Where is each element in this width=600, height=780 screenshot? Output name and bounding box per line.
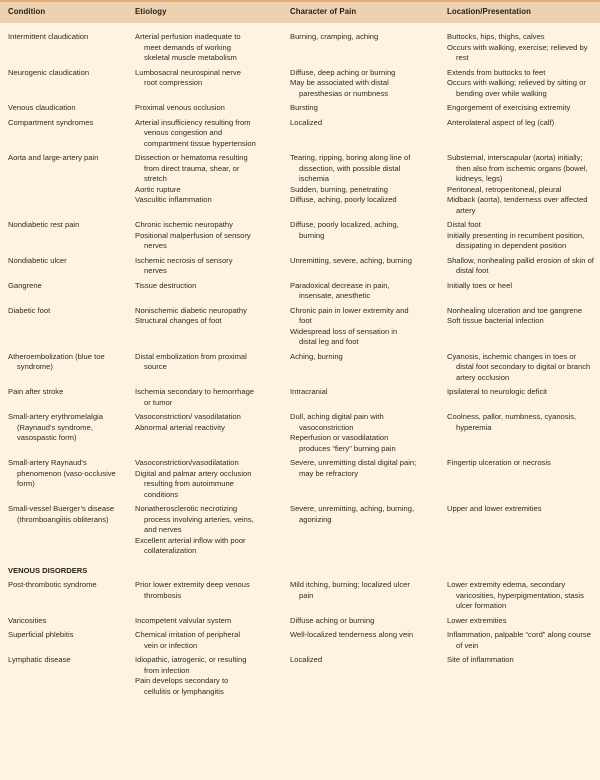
cell-text: Positional malperfusion of sensory nerves bbox=[135, 230, 251, 250]
table-row-pain-after-stroke bbox=[0, 383, 600, 408]
cell-text: Mild itching, burning; localized ulcer pain bbox=[290, 580, 410, 600]
column-header-etiology: Etiology bbox=[135, 7, 167, 16]
cell-text: Soft tissue bacterial infection bbox=[447, 316, 544, 325]
cell-text: Idiopathic, iatrogenic, or resulting from infection bbox=[135, 655, 247, 675]
cell-text: Diffuse, deep aching or burning bbox=[290, 67, 396, 77]
cell-text: Distal embolization from proximal source bbox=[135, 351, 247, 371]
cell-text: Unremitting, severe, aching, burning bbox=[290, 255, 412, 265]
table-row-lymphatic-disease bbox=[0, 651, 600, 697]
cell-text: Lower extremity edema, secondary varicosities, hyperpigmentation, stasis ulcer formation bbox=[447, 580, 584, 610]
table-cell bbox=[0, 256, 127, 277]
table-cell bbox=[127, 256, 282, 277]
column-header-character-of-pain: Character of Pain bbox=[290, 7, 357, 16]
table-cell bbox=[439, 220, 600, 252]
cell-text: Arterial perfusion inadequate to meet demands of working skeletal muscle metabolism bbox=[135, 32, 241, 62]
table-cell bbox=[127, 616, 282, 627]
table-cell bbox=[282, 256, 439, 277]
cell-text: Ischemia secondary to hemorrhage or tumor bbox=[135, 387, 255, 407]
cell-text: Compartment syndromes bbox=[8, 117, 94, 127]
cell-text: Sudden, burning, penetrating bbox=[290, 184, 388, 194]
table-cell bbox=[439, 655, 600, 697]
table-cell bbox=[127, 630, 282, 651]
cell-text: Aortic rupture bbox=[135, 184, 181, 194]
cell-text: Severe, unremitting distal digital pain; may be refractory bbox=[290, 458, 417, 478]
table-cell bbox=[282, 458, 439, 500]
table-cell bbox=[127, 580, 282, 612]
table-cell bbox=[282, 655, 439, 697]
cell-text: Diabetic foot bbox=[8, 305, 51, 315]
cell-text: Anterolateral aspect of leg (calf) bbox=[447, 117, 555, 127]
cell-text: Venous claudication bbox=[8, 103, 76, 112]
cell-text: Dull, aching digital pain with vasoconstriction bbox=[290, 412, 384, 432]
table-cell bbox=[439, 504, 600, 557]
cell-text: Superficial phlebitis bbox=[8, 630, 74, 639]
cell-text: Cyanosis, ischemic changes in toes or distal foot secondary to digital or branch artery occlusion bbox=[447, 351, 591, 382]
table-cell bbox=[127, 118, 282, 150]
cell-text: Arterial insufficiency resulting from venous congestion and compartment tissue hypertension bbox=[135, 117, 256, 148]
cell-text: Pain develops secondary to cellulitis or lymphangitis bbox=[135, 676, 229, 696]
table-row-varicosities bbox=[0, 612, 600, 627]
table-cell bbox=[127, 504, 282, 557]
table-row-aorta-and-large-artery-pain bbox=[0, 149, 600, 216]
column-header-location-presentation: Location/Presentation bbox=[447, 7, 531, 16]
table-cell bbox=[282, 153, 439, 216]
table-cell bbox=[439, 68, 600, 100]
cell-text: Lymphatic disease bbox=[8, 655, 71, 664]
cell-text: Nonischemic diabetic neuropathy bbox=[135, 305, 247, 315]
table-cell bbox=[439, 630, 600, 651]
cell-text: Abnormal arterial reactivity bbox=[135, 422, 225, 432]
table-cell bbox=[127, 68, 282, 100]
table-cell bbox=[282, 352, 439, 384]
table-cell bbox=[0, 118, 127, 150]
cell-text: Coolness, pallor, numbness, cyanosis, hyperemia bbox=[447, 412, 577, 432]
table-cell bbox=[127, 458, 282, 500]
cell-text: Tearing, ripping, boring along line of dissection, with possible distal ischemia bbox=[290, 153, 411, 183]
table-cell bbox=[439, 387, 600, 408]
table-cell bbox=[0, 387, 127, 408]
table-cell bbox=[127, 387, 282, 408]
cell-text: Initially toes or heel bbox=[447, 280, 513, 290]
cell-text: Atheroembolization (blue toe syndrome) bbox=[8, 351, 105, 371]
cell-text: Site of inflammation bbox=[447, 655, 514, 664]
cell-text: Distal foot bbox=[447, 220, 481, 229]
table-body bbox=[0, 23, 600, 697]
table-cell bbox=[0, 153, 127, 216]
table-cell bbox=[0, 281, 127, 302]
table-cell bbox=[282, 68, 439, 100]
cell-text: Dissection or hematoma resulting from direct trauma, shear, or stretch bbox=[135, 153, 248, 183]
table-cell bbox=[439, 412, 600, 454]
table-row-diabetic-foot bbox=[0, 302, 600, 348]
cell-text: Vasculitic inflammation bbox=[135, 195, 212, 204]
table-cell bbox=[439, 281, 600, 302]
cell-text: Aorta and large-artery pain bbox=[8, 153, 99, 162]
table-cell bbox=[0, 630, 127, 651]
table-cell bbox=[0, 616, 127, 627]
table-cell bbox=[282, 504, 439, 557]
table-row-nondiabetic-rest-pain bbox=[0, 216, 600, 252]
table-cell bbox=[127, 655, 282, 697]
cell-text: Diffuse, poorly localized, aching, burning bbox=[290, 220, 399, 240]
cell-text: Ischemic necrosis of sensory nerves bbox=[135, 255, 233, 275]
table-cell bbox=[282, 32, 439, 64]
table-cell bbox=[0, 655, 127, 697]
cell-text: Nonatherosclerotic necrotizing process involving arteries, veins, and nerves bbox=[135, 504, 254, 534]
cell-text: Localized bbox=[290, 655, 323, 664]
cell-text: Small-artery Raynaud’s phenomenon (vaso-occlusive form) bbox=[8, 458, 116, 488]
table-cell bbox=[282, 103, 439, 114]
cell-text: Midback (aorta), tenderness over affected artery bbox=[447, 195, 588, 215]
column-header-condition: Condition bbox=[8, 7, 46, 16]
cell-text: Intracranial bbox=[290, 387, 328, 396]
table-cell bbox=[439, 458, 600, 500]
table-row-post-thrombotic-syndrome bbox=[0, 576, 600, 612]
cell-text: Aching, burning bbox=[290, 351, 343, 361]
cell-text: Neurogenic claudication bbox=[8, 67, 90, 77]
table-cell bbox=[0, 68, 127, 100]
cell-text: Nondiabetic rest pain bbox=[8, 220, 80, 229]
table-cell bbox=[127, 352, 282, 384]
cell-text: Shallow, nonhealing pallid erosion of skin of distal foot bbox=[447, 255, 594, 275]
cell-text: Pain after stroke bbox=[8, 387, 64, 396]
table-cell bbox=[0, 32, 127, 64]
table-cell bbox=[0, 580, 127, 612]
cell-text: Substernal, interscapular (aorta) initially; then also from ischemic organs (bowel, kidneys, legs) bbox=[447, 153, 588, 183]
cell-text: Occurs with walking; relieved by sitting or bending over while walking bbox=[447, 78, 586, 98]
cell-text: Peritoneal, retroperitoneal, pleural bbox=[447, 184, 562, 194]
table-cell bbox=[0, 352, 127, 384]
table-cell bbox=[0, 504, 127, 557]
table-row-small-vessel-buerger-s-disease-thromboan bbox=[0, 500, 600, 557]
cell-text: Ipsilateral to neurologic deficit bbox=[447, 387, 548, 396]
cell-text: Incompetent valvular system bbox=[135, 615, 232, 625]
table-row-gangrene bbox=[0, 277, 600, 302]
cell-text: Vasoconstriction/vasodilatation bbox=[135, 458, 239, 467]
cell-text: Nonhealing ulceration and toe gangrene bbox=[447, 305, 583, 315]
table-cell bbox=[282, 220, 439, 252]
table-row-small-artery-erythromelalgia-raynaud-s-s bbox=[0, 408, 600, 454]
cell-text: Fingertip ulceration or necrosis bbox=[447, 458, 551, 467]
section-header-venous-disorders: VENOUS DISORDERS bbox=[8, 565, 88, 575]
table-row-atheroembolization-blue-toe-syndrome bbox=[0, 348, 600, 384]
cell-text: Inflammation, palpable “cord” along course of vein bbox=[447, 630, 591, 650]
table-cell bbox=[127, 412, 282, 454]
cell-text: Prior lower extremity deep venous thrombosis bbox=[135, 580, 250, 600]
cell-text: Buttocks, hips, thighs, calves bbox=[447, 32, 545, 41]
table-cell bbox=[439, 580, 600, 612]
table-cell bbox=[127, 153, 282, 216]
cell-text: Post-thrombotic syndrome bbox=[8, 580, 97, 589]
table-row-venous-claudication bbox=[0, 99, 600, 114]
table-cell bbox=[282, 387, 439, 408]
cell-text: Reperfusion or vasodilatation produces “fiery” burning pain bbox=[290, 433, 396, 453]
cell-text: Structural changes of foot bbox=[135, 316, 222, 325]
cell-text: Small-artery erythromelalgia (Raynaud’s syndrome, vasospastic form) bbox=[8, 412, 103, 442]
table-cell bbox=[0, 103, 127, 114]
table-cell bbox=[282, 281, 439, 302]
cell-text: Localized bbox=[290, 117, 323, 127]
table-row-superficial-phlebitis bbox=[0, 626, 600, 651]
cell-text: Burning, cramping, aching bbox=[290, 32, 379, 41]
table-cell bbox=[439, 103, 600, 114]
table-cell bbox=[439, 306, 600, 348]
table-cell bbox=[439, 616, 600, 627]
cell-text: Varicosities bbox=[8, 615, 47, 625]
table-cell bbox=[127, 103, 282, 114]
cell-text: Chronic ischemic neuropathy bbox=[135, 220, 233, 229]
table-cell bbox=[282, 580, 439, 612]
cell-text: Lumbosacral neurospinal nerve root compression bbox=[135, 67, 241, 87]
cell-text: Well-localized tenderness along vein bbox=[290, 630, 414, 639]
cell-text: Engorgement of exercising extremity bbox=[447, 103, 571, 112]
table-cell bbox=[0, 458, 127, 500]
cell-text: Diffuse, aching, poorly localized bbox=[290, 195, 397, 204]
cell-text: Chronic pain in lower extremity and foot bbox=[290, 305, 409, 325]
cell-text: Tissue destruction bbox=[135, 280, 197, 290]
cell-text: Digital and palmar artery occlusion resulting from autoimmune conditions bbox=[135, 468, 252, 499]
table-cell bbox=[439, 153, 600, 216]
table-cell bbox=[127, 306, 282, 348]
table-cell bbox=[282, 118, 439, 150]
table-row-intermittent-claudication bbox=[0, 28, 600, 64]
cell-text: Paradoxical decrease in pain, insensate, anesthetic bbox=[290, 280, 390, 300]
table-cell bbox=[127, 281, 282, 302]
cell-text: Extends from buttocks to feet bbox=[447, 67, 546, 77]
cell-text: Bursting bbox=[290, 103, 318, 112]
cell-text: Vasoconstriction/ vasodilatation bbox=[135, 412, 241, 421]
table-cell bbox=[127, 32, 282, 64]
cell-text: Severe, unremitting, aching, burning, agonizing bbox=[290, 504, 415, 524]
table-cell bbox=[439, 32, 600, 64]
cell-text: Excellent arterial inflow with poor collateralization bbox=[135, 535, 246, 555]
table-cell bbox=[282, 412, 439, 454]
cell-text: Initially presenting in recumbent position, dissipating in dependent position bbox=[447, 230, 585, 250]
table-cell bbox=[439, 118, 600, 150]
table-row-neurogenic-claudication bbox=[0, 64, 600, 100]
table-cell bbox=[282, 630, 439, 651]
table-cell bbox=[282, 616, 439, 627]
cell-text: Chemical irritation of peripheral vein or infection bbox=[135, 630, 241, 650]
cell-text: Lower extremities bbox=[447, 615, 507, 625]
table-cell bbox=[439, 352, 600, 384]
cell-text: Intermittent claudication bbox=[8, 32, 89, 41]
cell-text: Widespread loss of sensation in distal leg and foot bbox=[290, 326, 398, 346]
table-row-compartment-syndromes bbox=[0, 114, 600, 150]
table-row-nondiabetic-ulcer bbox=[0, 252, 600, 277]
table-cell bbox=[127, 220, 282, 252]
cell-text: Occurs with walking, exercise; relieved by rest bbox=[447, 42, 588, 62]
cell-text: Small-vessel Buerger’s disease (thromboangiitis obliterans) bbox=[8, 504, 115, 524]
cell-text: Upper and lower extremities bbox=[447, 504, 542, 513]
cell-text: Nondiabetic ulcer bbox=[8, 255, 67, 265]
table-cell bbox=[0, 412, 127, 454]
table-header-row bbox=[0, 2, 600, 23]
cell-text: Gangrene bbox=[8, 280, 42, 290]
cell-text: May be associated with distal paresthesias or numbness bbox=[290, 78, 389, 98]
table-cell bbox=[0, 306, 127, 348]
table-cell bbox=[0, 220, 127, 252]
table-row-small-artery-raynaud-s-phenomenon-vaso-o bbox=[0, 454, 600, 500]
cell-text: Proximal venous occlusion bbox=[135, 103, 225, 112]
table-cell bbox=[282, 306, 439, 348]
cell-text: Diffuse aching or burning bbox=[290, 615, 375, 625]
table-cell bbox=[439, 256, 600, 277]
